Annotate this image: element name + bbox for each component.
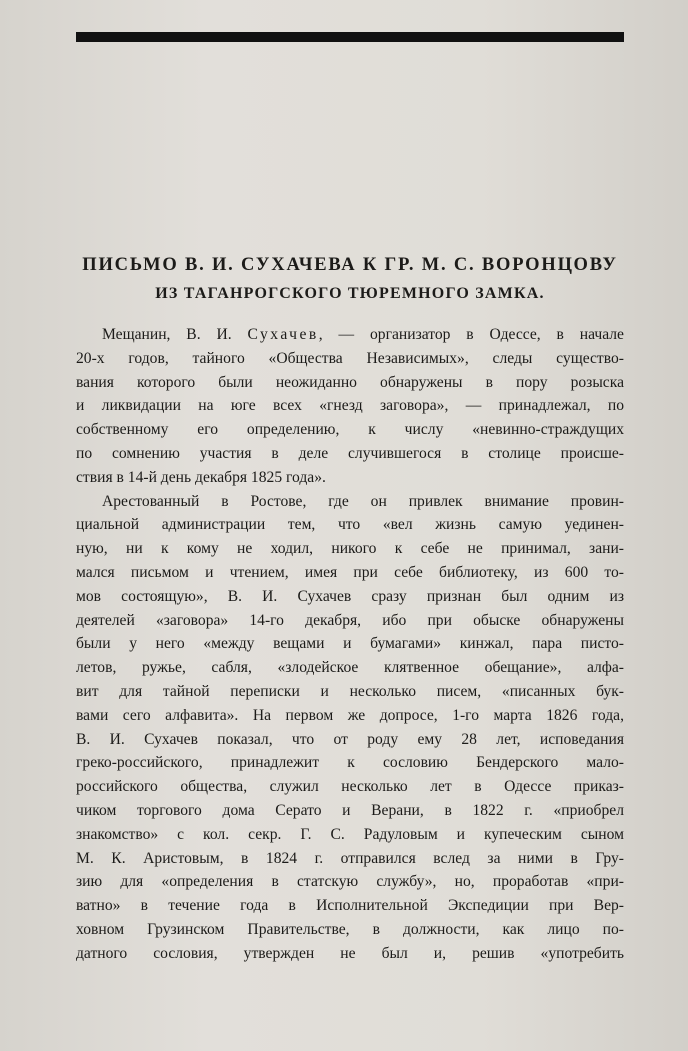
text-line: российского общества, служил несколько лет в Одессе приказ- [76, 778, 624, 796]
spaced-name: Сухачев [247, 326, 319, 343]
text-line: мался письмом и чтением, имея при себе библиотеку, из 600 то- [76, 563, 624, 581]
text-line: ную, ни к кому не ходил, никого к себе не принимал, зани- [76, 540, 624, 558]
text-line: летов, ружье, сабля, «злодейское клятвенное обещание», алфа- [76, 659, 624, 677]
text-line: М. К. Аристовым, в 1824 г. отправился вслед за ними в Гру- [76, 849, 624, 867]
text-line: греко-российского, принадлежит к сословию Бендерского мало- [76, 754, 624, 772]
text-line: вит для тайной переписки и несколько писем, «писанных бук- [76, 682, 624, 700]
text-line: ватно» в течение года в Исполнительной Экспедиции при Вер- [76, 897, 624, 915]
text-line: мов состоящую», В. И. Сухачев сразу признан был одним из [76, 587, 624, 605]
text-line: деятелей «заговора» 14-го декабря, ибо при обыске обнаружены [76, 611, 624, 629]
text-line: собственному его определению, к числу «невинно-страждущих [76, 421, 624, 439]
text-line: зию для «определения в статскую службу», но, проработав «при- [76, 873, 624, 891]
text-line: В. И. Сухачев показал, что от роду ему 28 лет, исповедания [76, 730, 624, 748]
text-line: датного сословия, утвержден не был и, решив «употребить [76, 944, 624, 962]
text-line: были у него «между вещами и бумагами» кинжал, пара писто- [76, 635, 624, 653]
body-text [76, 323, 624, 966]
text-line: ствия в 14-й день декабря 1825 года». [76, 468, 326, 486]
text-line: и ликвидации на юге всех «гнезд заговора», — принадлежал, по [76, 397, 624, 415]
text-line: ховном Грузинском Правительстве, в должности, как лицо по- [76, 920, 624, 938]
header-rule [76, 32, 624, 42]
text-line: Арестованный в Ростове, где он привлек внимание провин- [102, 492, 624, 510]
article-title-line-1: ПИСЬМО В. И. СУХАЧЕВА К ГР. М. С. ВОРОНЦОВУ [82, 255, 618, 275]
article-title-line-2: ИЗ ТАГАНРОГСКОГО ТЮРЕМНОГО ЗАМКА. [155, 285, 545, 302]
text-fragment: Мещанин, В. И. [102, 326, 248, 343]
text-line [76, 323, 624, 347]
text-line: знакомство» с кол. секр. Г. С. Радуловым и купеческим сыном [76, 825, 624, 843]
text-line: по сомнению участия в деле случившегося в столице происше- [76, 444, 624, 462]
text-fragment: , — организатор в Одессе, в начале [318, 326, 624, 343]
text-line: вания которого были неожиданно обнаружены в пору розыска [76, 373, 624, 391]
text-line: 20-х годов, тайного «Общества Независимых», следы существо- [76, 349, 624, 367]
text-line: чиком торгового дома Серато и Верани, в 1822 г. «приобрел [76, 801, 624, 819]
text-line: вами сего алфавита». На первом же допросе, 1-го марта 1826 года, [76, 706, 624, 724]
text-line: циальной администрации тем, что «вел жизнь самую уединен- [76, 516, 624, 534]
